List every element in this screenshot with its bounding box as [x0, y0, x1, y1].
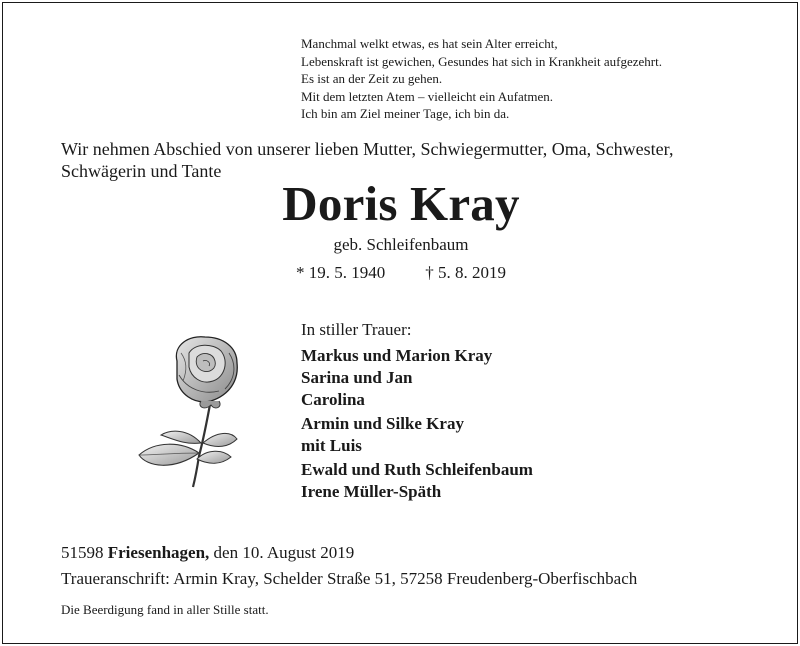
mourner-group [301, 459, 533, 503]
mourner-name: Carolina [301, 390, 365, 409]
poem-line: Manchmal welkt etwas, es hat sein Alter erreicht, [301, 36, 558, 51]
poem-line: Lebenskraft ist gewichen, Gesundes hat sich in Krankheit aufgezehrt. [301, 53, 662, 69]
mourning-heading: In stiller Trauer: [301, 320, 412, 339]
city: Friesenhagen, [107, 543, 210, 562]
mourner-group [301, 413, 533, 457]
date-text: den 10. August 2019 [213, 543, 355, 562]
mourner-name: Irene Müller-Späth [301, 482, 442, 501]
obituary-card [2, 2, 798, 644]
intro-line: Schwägerin und Tante [61, 161, 222, 181]
mourner-name: Ewald und Ruth Schleifenbaum [301, 460, 533, 479]
funeral-note: Die Beerdigung fand in aller Stille statt. [61, 602, 269, 617]
mourners-list [301, 319, 533, 505]
poem [301, 35, 662, 123]
rose-icon [133, 331, 258, 491]
birth-name: geb. Schleifenbaum [333, 235, 469, 254]
life-dates [3, 262, 799, 284]
footer-info [61, 540, 637, 592]
mourning-address: Traueranschrift: Armin Kray, Schelder Straße 51, 57258 Freudenberg-Oberfischbach [61, 569, 638, 588]
mourner-name: Armin und Silke Kray [301, 414, 464, 433]
postal-code: 51598 [61, 543, 104, 562]
mourner-group [301, 345, 533, 411]
poem-line: Mit dem letzten Atem – vielleicht ein Aufatmen. [301, 88, 553, 104]
poem-line: Es ist an der Zeit zu gehen. [301, 71, 443, 86]
mourner-name: mit Luis [301, 436, 362, 455]
poem-line: Ich bin am Ziel meiner Tage, ich bin da. [301, 106, 510, 121]
mourner-name: Markus und Marion Kray [301, 346, 493, 365]
death-date: † 5. 8. 2019 [425, 263, 506, 282]
place-date-line [61, 540, 637, 566]
intro-line: Wir nehmen Abschied von unserer lieben Mutter, Schwiegermutter, Oma, Schwester, [61, 139, 674, 159]
mourner-name: Sarina und Jan [301, 368, 413, 387]
birth-date: * 19. 5. 1940 [296, 263, 386, 282]
deceased-name: Doris Kray [282, 176, 520, 231]
